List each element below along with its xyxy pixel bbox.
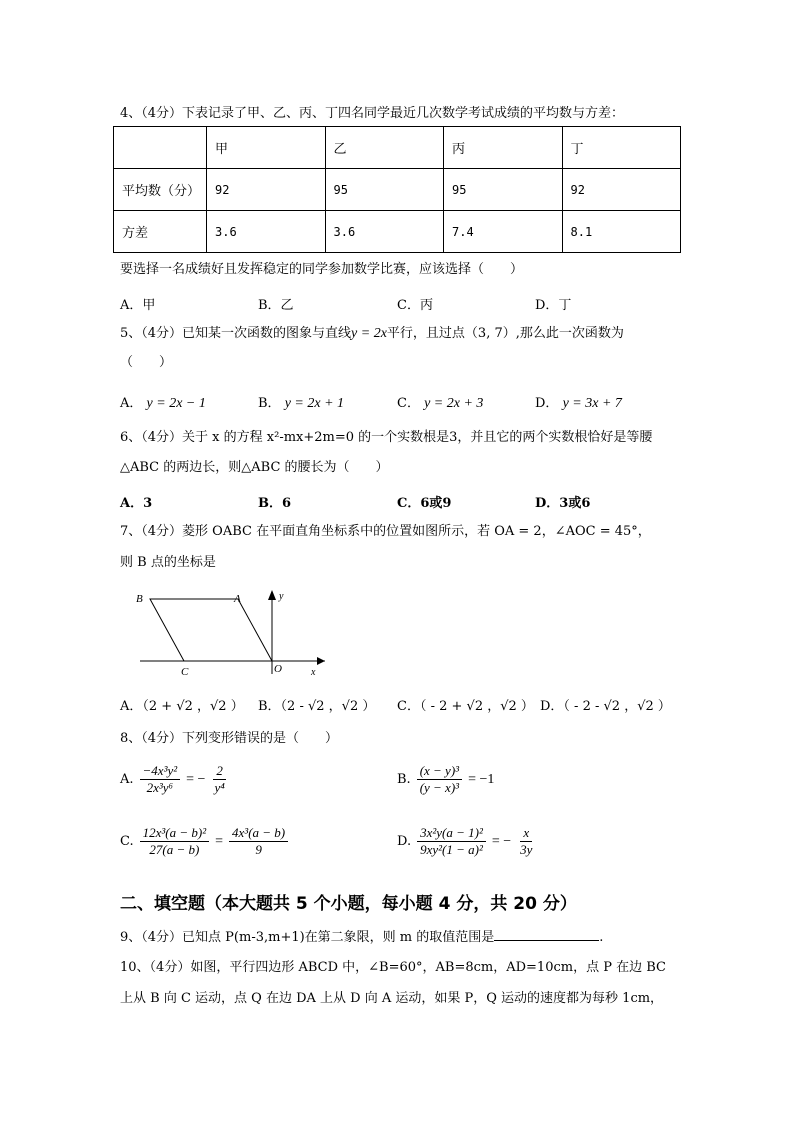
q5-stem-text: 5、（4分）已知某一次函数的图象与直线: [120, 326, 352, 341]
table-cell: 95: [444, 169, 563, 211]
label-b: B: [136, 593, 143, 605]
option-letter: D．: [535, 396, 559, 411]
q4-stem: 4、（4分）下表记录了甲、乙、丙、丁四名同学最近几次数学考试成绩的平均数与方差：: [120, 106, 625, 121]
q7-option-b[interactable]: B．（2 - √2 ，√2 ）: [258, 699, 376, 714]
option-math: y = 2x − 1: [146, 396, 206, 411]
option-letter: B．: [258, 396, 281, 411]
q4-question: 要选择一名成绩好且发挥稳定的同学参加数学比赛，应该选择（ ）: [120, 262, 524, 277]
option-letter: C．: [397, 396, 420, 411]
fraction: [417, 826, 486, 858]
q5-option-d[interactable]: [535, 392, 622, 412]
q6-option-b[interactable]: B．6: [258, 496, 292, 511]
q5-stem-text-2: 平行，且过点（3, 7）,那么此一次函数为: [386, 326, 624, 341]
q4-option-c[interactable]: C．丙: [397, 298, 433, 313]
table-cell: 3.6: [325, 211, 444, 253]
label-o: O: [274, 663, 282, 675]
q5-stem-blank: （ ）: [120, 355, 173, 370]
numerator: x: [520, 826, 532, 842]
denominator: 27(a − b): [149, 842, 200, 858]
option-math: y = 3x + 7: [562, 396, 622, 411]
q10-stem-line2: 上从 B 向 C 运动，点 Q 在边 DA 上从 D 向 A 运动，如果 P，Q 运动的速度都为每秒 1cm，: [120, 991, 664, 1006]
denominator: 2x³y⁶: [146, 780, 174, 796]
q10-stem-line1: 10、（4分）如图，平行四边形 ABCD 中，∠B=60°，AB=8cm，AD=10cm，点 P 在边 BC: [120, 960, 666, 975]
option-letter: D.: [397, 834, 412, 850]
denominator: y⁴: [214, 780, 225, 796]
q9-text: 9、（4分）已知点 P(m-3,m+1)在第二象限，则 m 的取值范围是: [120, 930, 495, 945]
table-cell: 乙: [325, 127, 444, 169]
fraction: [517, 826, 535, 858]
label-c: C: [181, 666, 189, 678]
option-letter: C.: [120, 834, 134, 850]
rhombus-oabc: [150, 599, 272, 661]
numerator: 4x³(a − b): [229, 826, 288, 842]
numerator: 2: [213, 764, 226, 780]
q6-stem-line1: 6、（4分）关于 x 的方程 x²-mx+2m=0 的一个实数根是3，并且它的两个实数根恰好是等腰: [120, 430, 653, 445]
table-cell: 方差: [114, 211, 207, 253]
q6-stem-line2: △ABC 的两边长，则△ABC 的腰长为（ ）: [120, 460, 389, 475]
fraction: [140, 826, 210, 858]
fraction: [211, 764, 227, 796]
table-cell: 3.6: [207, 211, 326, 253]
table-cell: [114, 127, 207, 169]
q4-option-a[interactable]: A．甲: [120, 298, 156, 313]
option-letter: A.: [120, 772, 134, 788]
fraction: [229, 826, 288, 858]
q4-option-b[interactable]: B．乙: [258, 298, 294, 313]
table-cell: 丁: [562, 127, 681, 169]
table-row: [114, 169, 681, 211]
q7-stem-line2: 则 B 点的坐标是: [120, 555, 216, 570]
q8-option-b[interactable]: [397, 764, 494, 796]
q4-score-table: [113, 126, 681, 253]
q6-option-c[interactable]: C．6或9: [397, 496, 452, 511]
answer-blank[interactable]: [494, 928, 599, 941]
numerator: (x − y)³: [417, 764, 462, 780]
denominator: 9: [255, 842, 262, 858]
q7-stem-line1: 7、（4分）菱形 OABC 在平面直角坐标系中的位置如图所示，若 OA = 2，∠AOC = 45°，: [120, 524, 651, 539]
q9-stem: [120, 928, 603, 946]
denominator: 9xy²(1 − a)²: [420, 842, 483, 858]
label-y: y: [279, 591, 284, 602]
table-cell: 95: [325, 169, 444, 211]
option-letter: B.: [397, 772, 411, 788]
table-cell: 7.4: [444, 211, 563, 253]
table-cell: 8.1: [562, 211, 681, 253]
q6-option-a[interactable]: A．3: [120, 496, 153, 511]
q6-option-d[interactable]: D．3或6: [535, 496, 591, 511]
q7-option-d[interactable]: D．（ - 2 - √2 ，√2 ）: [540, 699, 671, 714]
label-a: A: [234, 593, 241, 605]
q4-option-d[interactable]: D．丁: [535, 298, 572, 313]
option-math: y = 2x + 1: [284, 396, 345, 411]
numerator: −4x³y²: [140, 764, 181, 780]
table-cell: 丙: [444, 127, 563, 169]
q9-end: .: [599, 930, 604, 945]
denominator: 3y: [520, 842, 533, 858]
rhombus-figure: [130, 586, 330, 678]
q7-option-a[interactable]: A．（2 + √2 ，√2 ）: [120, 699, 244, 714]
table-cell: 92: [562, 169, 681, 211]
equals: = −: [186, 771, 206, 787]
numerator: 3x²y(a − 1)²: [417, 826, 486, 842]
q5-option-a[interactable]: [120, 392, 206, 412]
numerator: 12x³(a − b)²: [140, 826, 210, 842]
table-cell: 甲: [207, 127, 326, 169]
q8-option-c[interactable]: [120, 826, 288, 858]
x-axis-arrow-icon: [317, 657, 325, 665]
section-heading: 二、填空题（本大题共 5 个小题，每小题 4 分，共 20 分）: [120, 894, 577, 914]
q7-option-c[interactable]: C．（ - 2 + √2 ，√2 ）: [397, 699, 534, 714]
q5-option-b[interactable]: [258, 392, 344, 412]
equals: =: [215, 833, 224, 849]
y-axis-arrow-icon: [268, 590, 276, 600]
table-cell: 平均数（分）: [114, 169, 207, 211]
option-letter: A．: [120, 396, 143, 411]
denominator: (y − x)³: [419, 780, 460, 796]
q5-stem-math: y = 2x: [351, 326, 387, 341]
label-x: x: [311, 667, 316, 678]
fraction: [417, 764, 462, 796]
q8-option-a[interactable]: [120, 764, 228, 796]
option-math: y = 2x + 3: [424, 396, 484, 411]
q5-stem: [120, 325, 624, 343]
q5-option-c[interactable]: [397, 392, 483, 412]
table-cell: 92: [207, 169, 326, 211]
equals: = −1: [468, 771, 495, 787]
table-row: [114, 211, 681, 253]
q8-option-d[interactable]: [397, 826, 535, 858]
equals: = −: [491, 833, 512, 849]
table-header-row: [114, 127, 681, 169]
fraction: [140, 764, 181, 796]
q8-stem: 8、（4分）下列变形错误的是（ ）: [120, 731, 339, 746]
